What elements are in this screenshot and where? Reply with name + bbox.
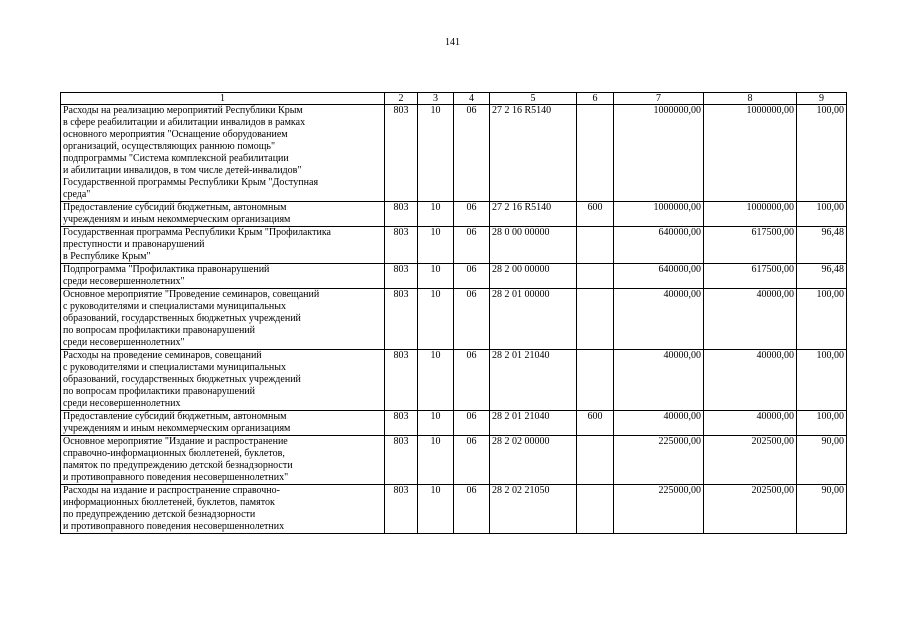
code-expense-type [577, 264, 614, 289]
code-subsection: 06 [454, 350, 490, 411]
plan-amount: 1000000,00 [614, 105, 704, 202]
code-target-article: 28 2 01 21040 [490, 411, 577, 436]
code-section: 10 [418, 411, 454, 436]
row-description: Расходы на проведение семинаров, совещаний с руководителями и специалистами муниципальных образований, государственных бюджетных учреждений по вопросам профилактики правонарушений среди несовершеннолетних [61, 350, 385, 411]
col-header-9: 9 [797, 93, 847, 105]
plan-amount: 40000,00 [614, 411, 704, 436]
code-subsection: 06 [454, 202, 490, 227]
table-row [61, 105, 847, 202]
execution-percent: 100,00 [797, 202, 847, 227]
budget-table [60, 92, 847, 534]
code-expense-type: 600 [577, 202, 614, 227]
code-target-article: 27 2 16 R5140 [490, 202, 577, 227]
code-target-article: 28 2 00 00000 [490, 264, 577, 289]
code-subsection: 06 [454, 436, 490, 485]
execution-percent: 90,00 [797, 436, 847, 485]
execution-percent: 100,00 [797, 350, 847, 411]
code-section: 10 [418, 436, 454, 485]
code-subsection: 06 [454, 485, 490, 534]
execution-percent: 100,00 [797, 289, 847, 350]
executed-amount: 617500,00 [704, 264, 797, 289]
plan-amount: 40000,00 [614, 289, 704, 350]
executed-amount: 40000,00 [704, 289, 797, 350]
code-department: 803 [385, 105, 418, 202]
code-target-article: 28 2 01 00000 [490, 289, 577, 350]
code-department: 803 [385, 264, 418, 289]
executed-amount: 617500,00 [704, 227, 797, 264]
code-subsection: 06 [454, 105, 490, 202]
code-subsection: 06 [454, 289, 490, 350]
col-header-7: 7 [614, 93, 704, 105]
code-section: 10 [418, 202, 454, 227]
row-description: Подпрограмма "Профилактика правонарушений среди несовершеннолетних" [61, 264, 385, 289]
code-section: 10 [418, 485, 454, 534]
code-subsection: 06 [454, 227, 490, 264]
code-department: 803 [385, 227, 418, 264]
row-description: Расходы на реализацию мероприятий Республики Крым в сфере реабилитации и абилитации инвалидов в рамках основного мероприятия "Оснащение оборудованием организаций, осуществляющих раннюю помощь" подпрограммы "Система комплексной реабилитации и абилитации инвалидов, в том числе детей-инвалидов" Государственной программы Республики Крым "Доступная среда" [61, 105, 385, 202]
row-description: Предоставление субсидий бюджетным, автономным учреждениям и иным некоммерческим организациям [61, 411, 385, 436]
table-row [61, 227, 847, 264]
executed-amount: 1000000,00 [704, 105, 797, 202]
table-row [61, 411, 847, 436]
col-header-8: 8 [704, 93, 797, 105]
code-expense-type [577, 436, 614, 485]
col-header-5: 5 [490, 93, 577, 105]
execution-percent: 100,00 [797, 105, 847, 202]
code-section: 10 [418, 289, 454, 350]
code-target-article: 28 2 02 00000 [490, 436, 577, 485]
code-expense-type [577, 289, 614, 350]
row-description: Расходы на издание и распространение справочно- информационных бюллетеней, буклетов, памяток по предупреждению детской безнадзорности и противоправного поведения несовершеннолетних [61, 485, 385, 534]
executed-amount: 202500,00 [704, 436, 797, 485]
plan-amount: 225000,00 [614, 436, 704, 485]
code-expense-type [577, 485, 614, 534]
code-section: 10 [418, 227, 454, 264]
col-header-3: 3 [418, 93, 454, 105]
code-department: 803 [385, 289, 418, 350]
plan-amount: 40000,00 [614, 350, 704, 411]
execution-percent: 96,48 [797, 227, 847, 264]
code-expense-type [577, 105, 614, 202]
row-description: Основное мероприятие "Проведение семинаров, совещаний с руководителями и специалистами муниципальных образований, государственных бюджетных учреждений по вопросам профилактики правонарушений среди несовершеннолетних" [61, 289, 385, 350]
col-header-1: 1 [61, 93, 385, 105]
code-department: 803 [385, 485, 418, 534]
page-number: 141 [445, 37, 460, 48]
executed-amount: 1000000,00 [704, 202, 797, 227]
plan-amount: 1000000,00 [614, 202, 704, 227]
table-row [61, 202, 847, 227]
plan-amount: 225000,00 [614, 485, 704, 534]
code-expense-type: 600 [577, 411, 614, 436]
plan-amount: 640000,00 [614, 227, 704, 264]
code-section: 10 [418, 350, 454, 411]
code-section: 10 [418, 264, 454, 289]
code-subsection: 06 [454, 264, 490, 289]
row-description: Предоставление субсидий бюджетным, автономным учреждениям и иным некоммерческим организациям [61, 202, 385, 227]
code-section: 10 [418, 105, 454, 202]
execution-percent: 100,00 [797, 411, 847, 436]
plan-amount: 640000,00 [614, 264, 704, 289]
header-row [61, 93, 847, 105]
code-target-article: 28 2 02 21050 [490, 485, 577, 534]
col-header-2: 2 [385, 93, 418, 105]
code-target-article: 27 2 16 R5140 [490, 105, 577, 202]
code-department: 803 [385, 411, 418, 436]
table-row [61, 350, 847, 411]
table-body [61, 105, 847, 534]
row-description: Государственная программа Республики Крым "Профилактика преступности и правонарушений в Республике Крым" [61, 227, 385, 264]
code-department: 803 [385, 350, 418, 411]
code-department: 803 [385, 436, 418, 485]
execution-percent: 96,48 [797, 264, 847, 289]
code-department: 803 [385, 202, 418, 227]
code-subsection: 06 [454, 411, 490, 436]
executed-amount: 40000,00 [704, 411, 797, 436]
executed-amount: 202500,00 [704, 485, 797, 534]
code-expense-type [577, 227, 614, 264]
row-description: Основное мероприятие "Издание и распространение справочно-информационных бюллетеней, буклетов, памяток по предупреждению детской безнадзорности и противоправного поведения несовершеннолетних" [61, 436, 385, 485]
code-target-article: 28 2 01 21040 [490, 350, 577, 411]
executed-amount: 40000,00 [704, 350, 797, 411]
code-target-article: 28 0 00 00000 [490, 227, 577, 264]
execution-percent: 90,00 [797, 485, 847, 534]
table-row [61, 485, 847, 534]
table-row [61, 289, 847, 350]
table-row [61, 436, 847, 485]
col-header-6: 6 [577, 93, 614, 105]
code-expense-type [577, 350, 614, 411]
col-header-4: 4 [454, 93, 490, 105]
table-row [61, 264, 847, 289]
